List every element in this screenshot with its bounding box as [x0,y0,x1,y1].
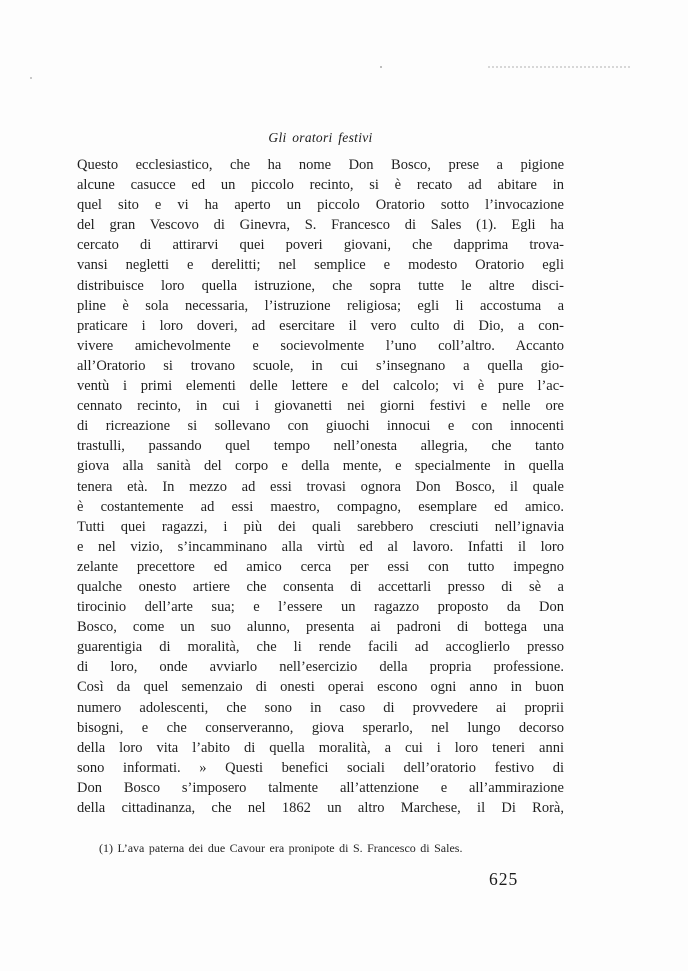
scan-artifact-speck [30,77,32,79]
text-line: tirocinio dell’arte sua; e l’essere un ragazzo proposto da Don [77,599,564,616]
text-line: all’Oratorio si trovano scuole, in cui s’insegnano a quella gio- [77,357,564,374]
text-line: pline è sola necessaria, l’istruzione religiosa; egli li accostuma a [77,297,564,314]
text-line: cennato recinto, in cui i giovanetti nei giorni festivi e nelle ore [77,398,564,415]
text-line: quel sito e vi ha aperto un piccolo Oratorio sotto l’invocazione [77,197,564,214]
text-line: vansi negletti e derelitti; nel semplice e modesto Oratorio egli [77,257,564,274]
text-line: vivere amichevolmente e socievolmente l’uno coll’altro. Accanto [77,337,564,354]
scan-artifact-dotted-line [488,66,630,68]
text-line: numero adolescenti, che sono in caso di provvedere ai proprii [77,699,564,716]
running-head: Gli oratori festivi [268,130,373,145]
text-line: giova alla sanità del corpo e della mente, e specialmente in quella [77,458,564,475]
text-line: Così da quel semenzaio di onesti operai escono ogni anno in buon [77,679,564,696]
text-line: bisogni, e che conserveranno, giova sperarlo, nel lungo decorso [77,719,564,736]
text-line: e nel vizio, s’incamminano alla virtù ed al lavoro. Infatti il loro [77,538,564,555]
text-line: alcune casucce ed un piccolo recinto, si è recato ad abitare in [77,177,564,194]
text-line: trastulli, passando quel tempo nell’onesta allegria, che tanto [77,438,564,455]
text-line: Don Bosco s’imposero talmente all’attenzione e all’ammirazione [77,779,564,796]
text-line: Questo ecclesiastico, che ha nome Don Bosco, prese a pigione [77,157,564,173]
text-line: zelante precettore ed amico cerca per essi con tutto impegno [77,558,564,575]
text-line: della loro vita l’abito di quella moralità, a cui i loro teneri anni [77,739,564,756]
text-line: guarentigia di moralità, che li rende facili ad accoglierlo presso [77,639,564,656]
text-line: tenera età. In mezzo ad essi trovasi ognora Don Bosco, il quale [77,478,564,495]
text-line: Bosco, come un suo alunno, presenta ai padroni di bottega una [77,619,564,636]
text-line: del gran Vescovo di Ginevra, S. Francesco di Sales (1). Egli ha [77,217,564,234]
text-line: di ricreazione si sollevano con giuochi innocui e con innocenti [77,418,564,435]
text-line: qualche onesto artiere che consenta di accettarli presso di sè a [77,578,564,595]
scan-artifact-speck [380,66,382,68]
text-line: ventù i primi elementi delle lettere e del calcolo; vi è pure l’ac- [77,378,564,395]
page-number: 625 [489,869,519,889]
footnote: (1) L’ava paterna dei due Cavour era pronipote di S. Francesco di Sales. [99,841,463,855]
text-line: sono informati. » Questi benefici sociali dell’oratorio festivo di [77,759,564,776]
text-line: praticare i loro doveri, ad esercitare il vero culto di Dio, a con- [77,317,564,334]
text-line: di loro, onde avviarlo nell’esercizio della propria professione. [77,659,564,676]
text-line: distribuisce loro quella istruzione, che sopra tutte le altre disci- [77,277,564,294]
text-line: Tutti quei ragazzi, i più dei quali sarebbero cresciuti nell’ignavia [77,518,564,535]
body-paragraph [77,155,564,818]
text-line: è costantemente ad essi maestro, compagno, esemplare ed amico. [77,498,564,515]
text-line: cercato di attirarvi quei poveri giovani, che dapprima trova- [77,237,564,254]
text-line: della cittadinanza, che nel 1862 un altro Marchese, il Di Rorà, [77,800,564,816]
